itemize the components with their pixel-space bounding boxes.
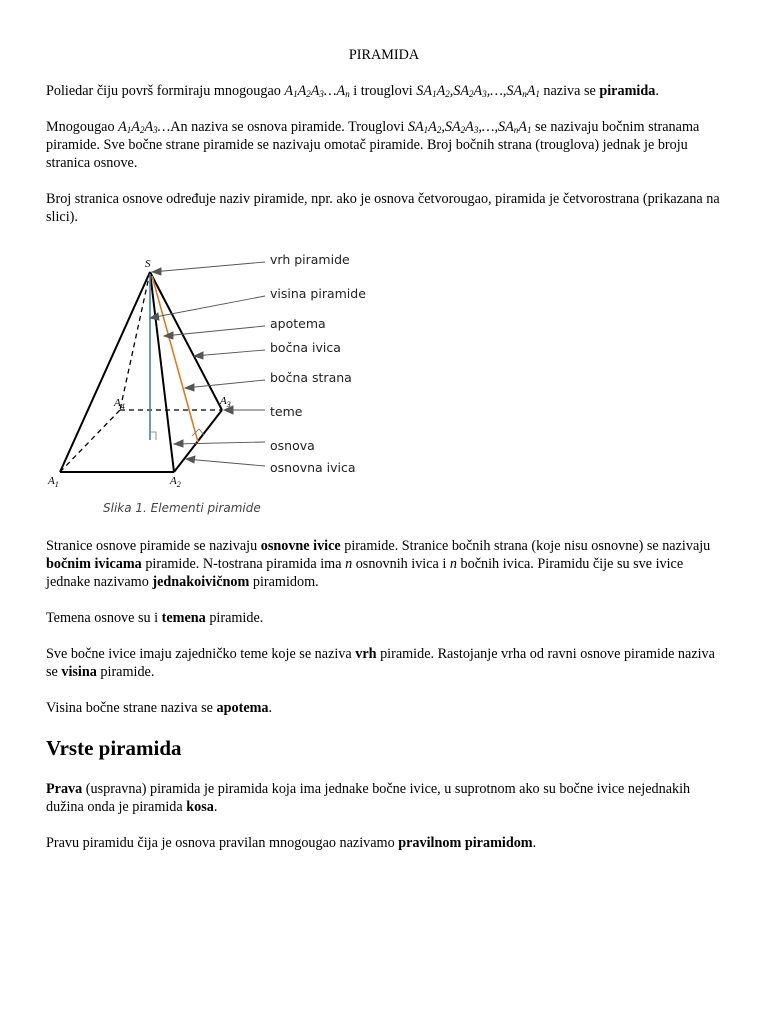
- label-bocna-strana: bočna strana: [270, 370, 352, 385]
- pyramid-figure: [40, 246, 380, 526]
- apothem-line: [152, 276, 198, 442]
- paragraph-base: Mnogougao $A_1A_2A_3\dots An$ naziva se osnova piramide. Trouglovi $SA_1A_2,SA_2A_3,\dots,SA_nA_1$ se nazivaju bočnim stranama piramide. Sve bočne strane piramide se nazivaju omotač piramide. Broj bočnih strana (trouglova) jednak je broju stranica osnove.: [46, 119, 700, 171]
- pointer-bocna-ivica: [194, 350, 265, 356]
- pointer-osnovna-ivica: [186, 459, 265, 466]
- label-apotema: apotema: [270, 316, 326, 331]
- term-piramida: piramida: [599, 83, 656, 99]
- lateral-edge-sa3: [150, 272, 222, 410]
- paragraph-regular: Pravu piramidu čija je osnova pravilan mnogougao nazivamo pravilnom piramidom.: [46, 835, 537, 851]
- vertex-label-a2: $A_2$: [170, 475, 181, 489]
- arrowhead-vrh: [152, 268, 161, 275]
- paragraph-apothem: Visina bočne strane naziva se apotema.: [46, 700, 273, 716]
- arrowhead-osnova: [174, 440, 183, 447]
- pointer-vrh: [152, 262, 265, 272]
- vertex-label-s: S: [145, 258, 151, 270]
- label-osnova: osnova: [270, 438, 315, 453]
- hidden-base-edge-a1a4: [60, 410, 120, 472]
- page-title: PIRAMIDA: [348, 47, 420, 63]
- vertex-label-a1: $A_1$: [48, 475, 59, 489]
- paragraph-definition: Poliedar čiju površ formiraju mnogougao $A_1A_2A_3\dots A_n$ i trouglovi $SA_1A_2,SA_2A_3,\dots,SA_nA_1$ naziva se piramida.: [46, 83, 659, 99]
- vertex-label-a3: $A_3$: [220, 395, 231, 409]
- section-heading: Vrste piramida: [46, 736, 182, 760]
- lateral-edge-sa2: [150, 272, 174, 472]
- figure-caption: Slika 1. Elementi piramide: [103, 501, 261, 515]
- paragraph-vertices: Temena osnove su i temena piramide.: [46, 610, 264, 626]
- height-right-angle: [150, 432, 156, 440]
- pointer-osnova: [174, 442, 265, 444]
- vertex-label-a4: $A_4$: [114, 397, 125, 411]
- arrowhead-bocna-strana: [185, 384, 194, 391]
- pointer-bocna-strana: [185, 380, 265, 388]
- label-teme: teme: [270, 404, 303, 419]
- paragraph-apex-height: Sve bočne ivice imaju zajedničko teme koje se naziva vrh piramide. Rastojanje vrha od ravni osnove piramide naziva se visina piramide.: [46, 646, 715, 680]
- label-visina-piramide: visina piramide: [270, 286, 366, 301]
- paragraph-naming: Broj stranica osnove određuje naziv piramide, npr. ako je osnova četvorougao, piramida je četvorostrana (prikazana na slici).: [46, 191, 720, 225]
- label-osnovna-ivica: osnovna ivica: [270, 460, 356, 475]
- label-vrh-piramide: vrh piramide: [270, 252, 350, 267]
- arrowhead-osnovna-ivica: [186, 456, 195, 463]
- label-bocna-ivica: bočna ivica: [270, 340, 341, 355]
- paragraph-right-oblique: Prava (uspravna) piramida je piramida koja ima jednake bočne ivice, u suprotnom ako su bočne ivice nejednakih dužina onda je piramida kosa.: [46, 781, 691, 815]
- paragraph-edges: Stranice osnove piramide se nazivaju osnovne ivice piramide. Stranice bočnih strana (koje nisu osnovne) se nazivaju bočnim ivicama piramide. N-tostrana piramida ima n osnovnih ivica i n bočnih ivica. Piramidu čije su sve ivice jednake nazivamo jednakoivičnom piramidom.: [46, 538, 711, 590]
- lateral-edge-sa1: [60, 272, 150, 472]
- hidden-lateral-edge-sa4: [120, 272, 150, 410]
